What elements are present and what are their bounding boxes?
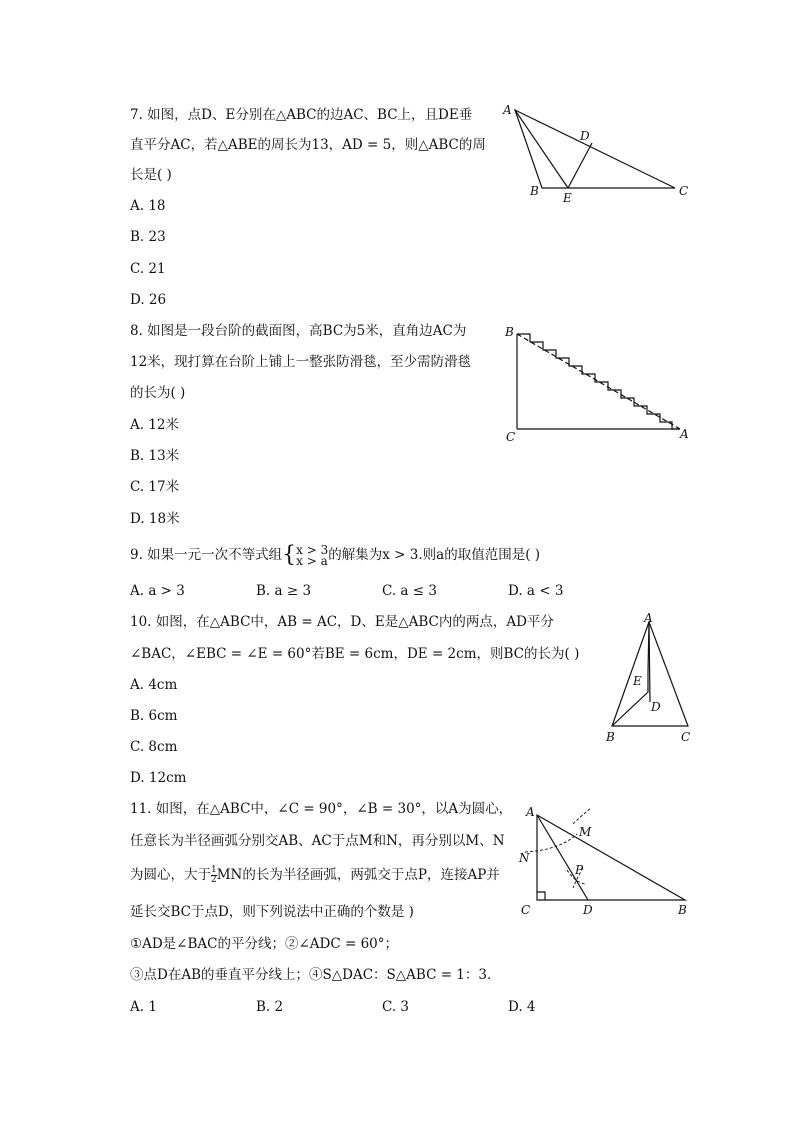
- q10-option-d: D. 12cm: [130, 770, 187, 786]
- q11-statements-3-4: ③点D在AB的垂直平分线上；④S△DAC：S△ABC = 1：3．: [130, 967, 501, 983]
- q9-stem-pre: 9. 如果一元一次不等式组: [130, 547, 283, 563]
- q11-option-a: A. 1: [130, 999, 157, 1015]
- q8-option-b: B. 13米: [130, 448, 180, 464]
- q7-triangle-abc: [515, 110, 675, 188]
- q8-stem-line-1: 8. 如图是一段台阶的截面图，高BC为5米，直角边AC为: [130, 323, 467, 339]
- q11-label-d: D: [583, 903, 593, 917]
- q7-label-d: D: [580, 129, 590, 143]
- q11-stem-line-4: 延长交BC于点D，则下列说法中正确的个数是 ): [130, 904, 414, 920]
- q11-right-triangle-figure: [515, 800, 700, 925]
- q7-stem-line-3: 长是( ): [130, 167, 172, 183]
- q7-option-c: C. 21: [130, 261, 166, 277]
- q10-label-d: D: [651, 700, 661, 714]
- q7-segment-de: [568, 143, 592, 188]
- q8-label-b: B: [505, 325, 514, 339]
- q9-inequality-bottom: x > a: [296, 553, 328, 568]
- q11-label-c: C: [521, 903, 531, 917]
- q7-label-c: C: [679, 184, 689, 198]
- q11-label-p: P: [575, 863, 584, 877]
- q11-statements-1-2: ①AD是∠BAC的平分线；②∠ADC = 60°；: [130, 936, 399, 952]
- q10-option-a: A. 4cm: [130, 677, 178, 693]
- q7-label-e: E: [563, 191, 572, 205]
- q11-option-d: D. 4: [508, 999, 536, 1015]
- q7-segment-ae: [515, 110, 568, 188]
- q11-line3-pre: 为圆心，大于: [130, 867, 211, 883]
- q9-option-c: C. a ≤ 3: [382, 583, 437, 599]
- q11-arc-m-extension: [573, 808, 591, 824]
- q11-label-m: M: [579, 825, 592, 839]
- q8-label-c: C: [506, 430, 516, 444]
- q11-stem-line-3: [130, 864, 500, 886]
- q9-option-d: D. a < 3: [508, 583, 564, 599]
- q11-option-b: B. 2: [256, 999, 284, 1015]
- q9-option-a: A. a > 3: [130, 583, 185, 599]
- q7-triangle-figure: [500, 100, 700, 210]
- q7-label-a: A: [503, 103, 512, 117]
- q8-stem-line-3: 的长为( ): [130, 385, 186, 401]
- q11-fraction-denominator: 2: [211, 875, 217, 885]
- q10-option-b: B. 6cm: [130, 708, 178, 724]
- q10-option-c: C. 8cm: [130, 739, 178, 755]
- q8-label-a: A: [680, 427, 689, 441]
- q11-triangle-abc: [537, 815, 685, 900]
- q10-segment-ad: [649, 622, 650, 702]
- q8-stairs-figure: [500, 322, 700, 447]
- q7-stem-line-2: 直平分AC，若△ABE的周长为13，AD = 5，则△ABC的周: [130, 137, 486, 153]
- q9-option-b: B. a ≥ 3: [256, 583, 312, 599]
- q11-label-b: B: [678, 903, 687, 917]
- q9-stem: [130, 543, 540, 568]
- q8-option-d: D. 18米: [130, 511, 180, 527]
- q11-right-angle-mark: [537, 892, 545, 900]
- q11-fraction-numerator: 1: [211, 865, 217, 875]
- q7-option-a: A. 18: [130, 198, 166, 214]
- q9-brace: {: [282, 542, 297, 568]
- q11-option-c: C. 3: [382, 999, 410, 1015]
- q8-option-a: A. 12米: [130, 417, 180, 433]
- q10-label-a: A: [644, 611, 653, 625]
- q11-arc-mn: [525, 834, 577, 852]
- q7-option-d: D. 26: [130, 292, 167, 308]
- q8-stem-line-2: 12米，现打算在台阶上铺上一整张防滑毯，至少需防滑毯: [130, 354, 472, 370]
- q7-option-b: B. 23: [130, 229, 166, 245]
- q10-label-e: E: [633, 674, 642, 688]
- q10-label-b: B: [606, 730, 615, 744]
- q9-stem-post: 的解集为x > 3.则a的取值范围是( ): [328, 547, 541, 563]
- q11-line3-post: MN的长为半径画弧，两弧交于点P，连接AP并: [216, 867, 500, 883]
- q9-inequality-top: x > 3: [296, 542, 329, 557]
- q10-stem-line-2: ∠BAC，∠EBC = ∠E = 60°若BE = 6cm，DE = 2cm，则BC的长为( ): [130, 646, 580, 662]
- q11-label-a: A: [526, 805, 535, 819]
- q10-stem-line-1: 10. 如图，在△ABC中，AB = AC，D、E是△ABC内的两点，AD平分: [130, 614, 554, 630]
- q7-stem-line-1: 7. 如图，点D、E分别在△ABC的边AC、BC上，且DE垂: [130, 107, 473, 123]
- q8-option-c: C. 17米: [130, 479, 180, 495]
- q10-label-c: C: [681, 730, 691, 744]
- q11-stem-line-2: 任意长为半径画弧分别交AB、AC于点M和N，再分别以M、N: [130, 833, 505, 849]
- q7-label-b: B: [530, 184, 539, 198]
- q10-isosceles-figure: [600, 612, 710, 747]
- q11-label-n: N: [519, 851, 530, 865]
- q9-inequality-system: [296, 542, 329, 568]
- q11-stem-line-1: 11. 如图，在△ABC中，∠C = 90°，∠B = 30°，以A为圆心，: [130, 801, 513, 817]
